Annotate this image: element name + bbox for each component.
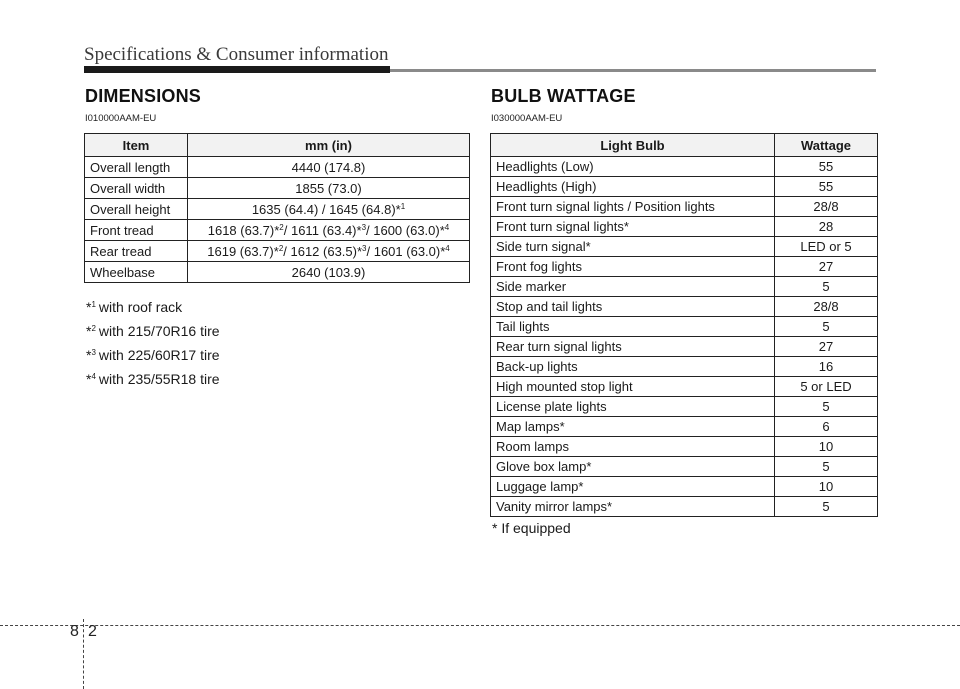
dimension-value-cell: 1635 (64.4) / 1645 (64.8)*$^1$: [188, 199, 470, 220]
table-row: [491, 257, 878, 277]
dimension-item-cell: Rear tread: [85, 241, 188, 262]
footnote-item: *$^1$ with roof rack: [86, 299, 183, 315]
bulb-name-cell: Front fog lights: [491, 257, 775, 277]
dimensions-footnotes: [86, 294, 220, 390]
table-row: [491, 457, 878, 477]
bulb-name-cell: Tail lights: [491, 317, 775, 337]
bulb-name-cell: High mounted stop light: [491, 377, 775, 397]
bulb-name-cell: Back-up lights: [491, 357, 775, 377]
table-row: [85, 220, 470, 241]
dimension-value-cell: 1618 (63.7)*$^2$/ 1611 (63.4)*$^3$/ 1600 (63.0)*$^4$: [188, 220, 470, 241]
table-row: [491, 277, 878, 297]
header-rule-dark: [84, 66, 390, 73]
dimension-item-cell: Wheelbase: [85, 262, 188, 283]
bulb-wattage-cell: 28: [775, 217, 878, 237]
footer-divider: [83, 619, 84, 689]
dimensions-table: [84, 133, 470, 283]
bulb-name-cell: License plate lights: [491, 397, 775, 417]
dimension-item-cell: Overall width: [85, 178, 188, 199]
bulb-name-cell: Rear turn signal lights: [491, 337, 775, 357]
bulb-wattage-cell: 28/8: [775, 197, 878, 217]
bulb-wattage-code: I030000AAM-EU: [491, 113, 563, 124]
footnote-item: *$^4$ with 235/55R18 tire: [86, 371, 220, 387]
header-rule-light: [390, 69, 876, 72]
bulb-wattage-cell: 5: [775, 457, 878, 477]
bulb-wattage-cell: 28/8: [775, 297, 878, 317]
table-row: [85, 199, 470, 220]
dimensions-code: I010000AAM-EU: [85, 113, 157, 124]
table-row: [491, 337, 878, 357]
dimension-item-cell: Front tread: [85, 220, 188, 241]
bulb-wattage-cell: LED or 5: [775, 237, 878, 257]
table-row: [85, 262, 470, 283]
if-equipped-note: * If equipped: [492, 520, 571, 536]
bulb-wattage-cell: 10: [775, 477, 878, 497]
bulb-wattage-table: [490, 133, 878, 517]
table-header-row: [491, 134, 878, 157]
bulb-name-cell: Headlights (Low): [491, 157, 775, 177]
bulb-name-cell: Side turn signal*: [491, 237, 775, 257]
bulb-name-cell: Side marker: [491, 277, 775, 297]
footnote-item: *$^3$ with 225/60R17 tire: [86, 347, 220, 363]
bulb-wattage-cell: 6: [775, 417, 878, 437]
page-header-title: Specifications & Consumer information: [84, 44, 389, 65]
dimension-value-cell: 1619 (63.7)*$^2$/ 1612 (63.5)*$^3$/ 1601 (63.0)*$^4$: [188, 241, 470, 262]
bulb-wattage-cell: 55: [775, 157, 878, 177]
table-row: [85, 157, 470, 178]
page-number: 2: [88, 623, 97, 640]
table-row: [491, 157, 878, 177]
table-row: [85, 178, 470, 199]
column-header-item: Item: [85, 134, 188, 157]
table-row: [491, 377, 878, 397]
bulb-name-cell: Luggage lamp*: [491, 477, 775, 497]
chapter-number: 8: [70, 623, 79, 640]
bulb-wattage-cell: 5 or LED: [775, 377, 878, 397]
bulb-wattage-cell: 27: [775, 257, 878, 277]
dimension-item-cell: Overall height: [85, 199, 188, 220]
table-row: [85, 241, 470, 262]
bulb-name-cell: Headlights (High): [491, 177, 775, 197]
bulb-wattage-cell: 5: [775, 497, 878, 517]
bulb-wattage-cell: 5: [775, 277, 878, 297]
bulb-wattage-cell: 27: [775, 337, 878, 357]
table-row: [491, 317, 878, 337]
bulb-wattage-cell: 5: [775, 397, 878, 417]
bulb-name-cell: Front turn signal lights / Position lights: [491, 197, 775, 217]
table-row: [491, 437, 878, 457]
footnote-item: *$^2$ with 215/70R16 tire: [86, 323, 220, 339]
table-row: [491, 397, 878, 417]
bulb-wattage-cell: 16: [775, 357, 878, 377]
table-header-row: [85, 134, 470, 157]
bulb-name-cell: Room lamps: [491, 437, 775, 457]
table-row: [491, 197, 878, 217]
bulb-name-cell: Map lamps*: [491, 417, 775, 437]
dimension-item-cell: Overall length: [85, 157, 188, 178]
footer-rule: [0, 625, 960, 626]
table-row: [491, 217, 878, 237]
bulb-wattage-cell: 10: [775, 437, 878, 457]
table-row: [491, 297, 878, 317]
bulb-name-cell: Stop and tail lights: [491, 297, 775, 317]
dimension-value-cell: 1855 (73.0): [188, 178, 470, 199]
dimensions-heading: DIMENSIONS: [85, 86, 202, 106]
column-header-light-bulb: Light Bulb: [491, 134, 775, 157]
table-row: [491, 177, 878, 197]
bulb-wattage-heading: BULB WATTAGE: [491, 86, 636, 106]
dimension-value-cell: 4440 (174.8): [188, 157, 470, 178]
column-header-mm: mm (in): [188, 134, 470, 157]
bulb-name-cell: Glove box lamp*: [491, 457, 775, 477]
bulb-name-cell: Front turn signal lights*: [491, 217, 775, 237]
table-row: [491, 497, 878, 517]
bulb-wattage-cell: 55: [775, 177, 878, 197]
table-row: [491, 477, 878, 497]
bulb-wattage-cell: 5: [775, 317, 878, 337]
column-header-wattage: Wattage: [775, 134, 878, 157]
table-row: [491, 237, 878, 257]
table-row: [491, 417, 878, 437]
bulb-name-cell: Vanity mirror lamps*: [491, 497, 775, 517]
table-row: [491, 357, 878, 377]
dimension-value-cell: 2640 (103.9): [188, 262, 470, 283]
